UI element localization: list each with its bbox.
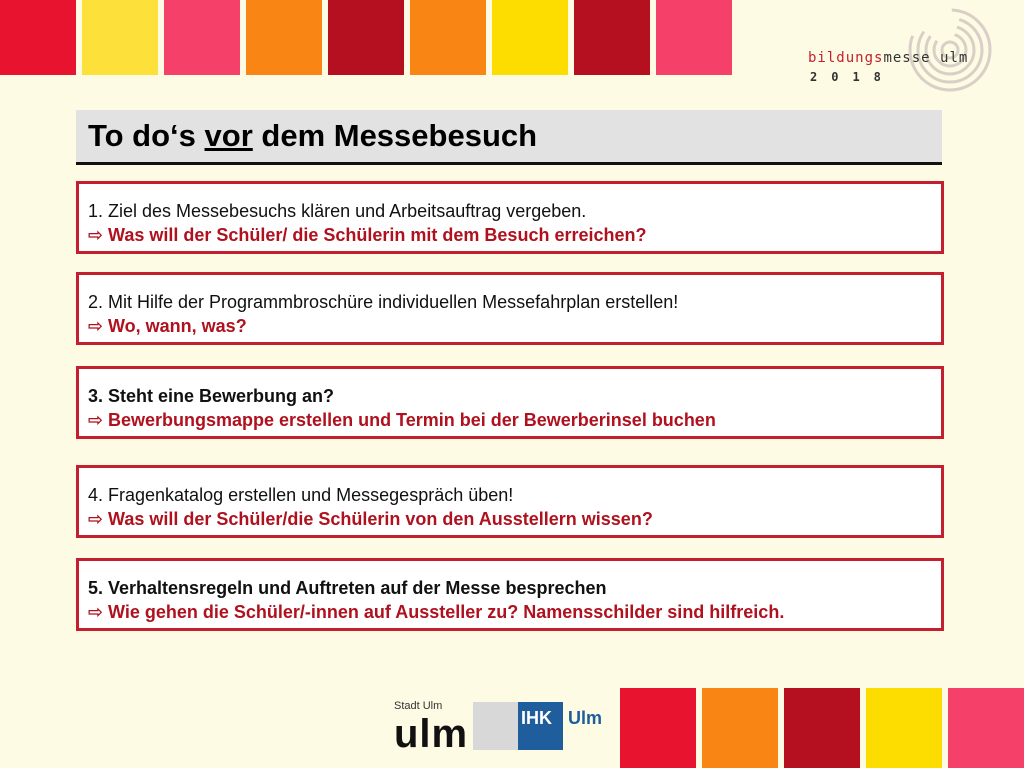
- todo-item-1: [76, 181, 944, 254]
- color-block: [164, 0, 240, 75]
- todo-item-3: [76, 366, 944, 439]
- ihk-logo-shape: [473, 702, 523, 750]
- color-block: [702, 688, 778, 768]
- arrow-right-icon: ⇨: [88, 602, 104, 622]
- top-color-blocks: [0, 0, 738, 75]
- todo-step: 4. Fragenkatalog erstellen und Messegespräch üben!: [88, 485, 514, 505]
- color-block: [328, 0, 404, 75]
- arrow-right-icon: ⇨: [88, 509, 104, 529]
- arrow-right-icon: ⇨: [88, 316, 104, 336]
- title-bar: [76, 110, 942, 165]
- todo-hint: ⇨ Wo, wann, was?: [88, 316, 247, 336]
- color-block: [410, 0, 486, 75]
- ihk-city-label: Ulm: [568, 708, 603, 728]
- stadt-ulm-logo: [394, 700, 469, 760]
- ihk-ulm-logo: [473, 702, 613, 750]
- color-block: [492, 0, 568, 75]
- color-block: [948, 688, 1024, 768]
- logo-wordmark: bildungsmesse ulm: [808, 50, 969, 66]
- color-block: [656, 0, 732, 75]
- color-block: [82, 0, 158, 75]
- arrow-right-icon: ⇨: [88, 410, 104, 430]
- todo-step: 2. Mit Hilfe der Programmbroschüre individuellen Messefahrplan erstellen!: [88, 292, 679, 312]
- bottom-color-blocks: [614, 688, 1024, 768]
- bildungsmesse-logo: [808, 8, 1008, 98]
- page-title: To do‘s vor dem Messebesuch: [88, 118, 538, 153]
- stadt-ulm-label: Stadt Ulm: [394, 700, 443, 712]
- todo-item-5: [76, 558, 944, 631]
- color-block: [784, 688, 860, 768]
- todo-step: 1. Ziel des Messebesuchs klären und Arbeitsauftrag vergeben.: [88, 201, 587, 221]
- todo-hint: ⇨ Was will der Schüler/ die Schülerin mit dem Besuch erreichen?: [88, 225, 647, 245]
- todo-hint: ⇨ Bewerbungsmappe erstellen und Termin bei der Bewerberinsel buchen: [88, 410, 716, 430]
- color-block: [0, 0, 76, 75]
- todo-hint: ⇨ Wie gehen die Schüler/-innen auf Aussteller zu? Namensschilder sind hilfreich.: [88, 602, 785, 622]
- todo-step: 5. Verhaltensregeln und Auftreten auf der Messe besprechen: [88, 578, 607, 598]
- stadt-ulm-wordmark: ulm: [394, 712, 469, 756]
- todo-item-2: [76, 272, 944, 345]
- logo-year: 2018: [810, 70, 895, 84]
- todo-hint: ⇨ Was will der Schüler/die Schülerin von den Ausstellern wissen?: [88, 509, 653, 529]
- todo-step: 3. Steht eine Bewerbung an?: [88, 386, 335, 406]
- color-block: [574, 0, 650, 75]
- color-block: [246, 0, 322, 75]
- color-block: [866, 688, 942, 768]
- ihk-label: IHK: [521, 708, 552, 728]
- todo-item-4: [76, 465, 944, 538]
- color-block: [620, 688, 696, 768]
- arrow-right-icon: ⇨: [88, 225, 104, 245]
